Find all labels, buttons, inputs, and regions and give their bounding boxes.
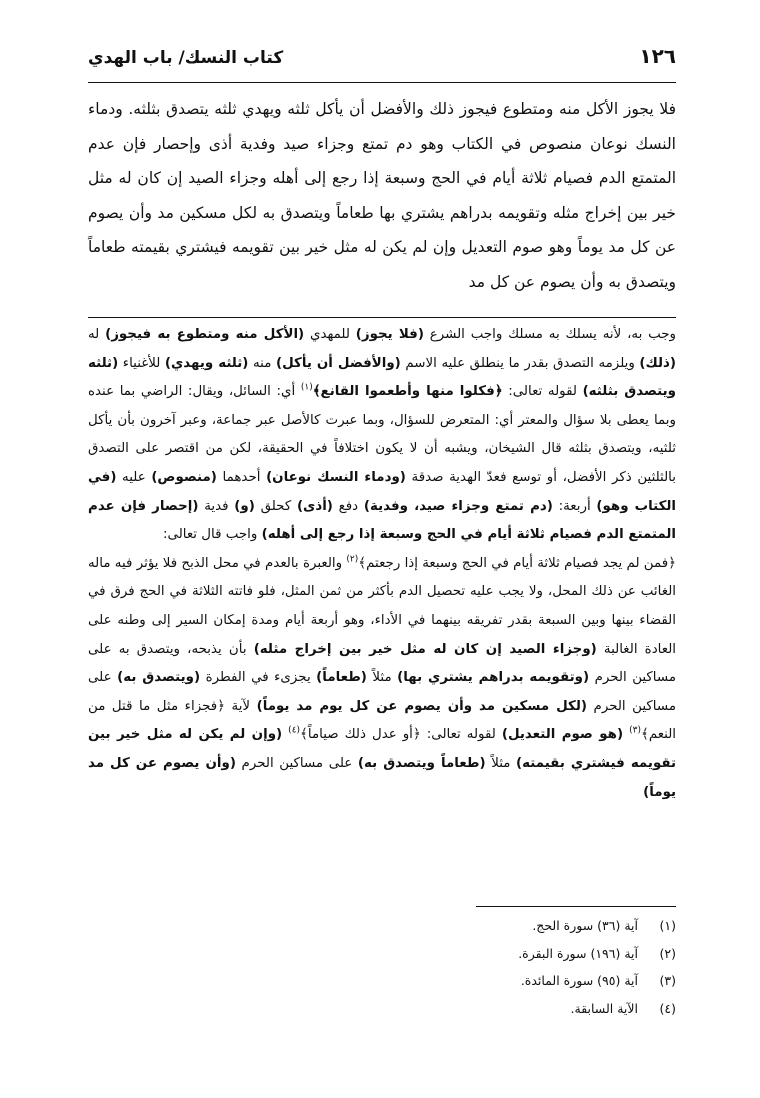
quran-quote: ﴿فكلوا منها وأطعموا القانع﴾ xyxy=(312,384,503,400)
quoted-matn: (دم تمتع وجزاء صيد، وفدية) xyxy=(363,498,553,514)
commentary-text: منه xyxy=(248,355,276,371)
running-title: كتاب النسك/ باب الهدي xyxy=(88,48,284,68)
commentary-text: بأن يذبحه، ويتصدق به على مساكين الحرم xyxy=(88,641,677,686)
quran-quote: ﴿فجزاء مثل ما قتل من النعم﴾ xyxy=(88,698,677,743)
quoted-matn: (إحصار فإن عدم المتمتع الدم فصيام ثلاثة أيام في الحج وسبعة إذا رجع إلى أهله) xyxy=(88,498,676,543)
footnote-divider xyxy=(476,906,676,907)
commentary-text: كحلق xyxy=(254,498,297,514)
commentary-text: للأغنياء xyxy=(118,355,165,371)
commentary-text: دفع xyxy=(332,498,364,514)
commentary-text: مثلاً xyxy=(485,755,517,771)
quoted-matn: (فلا يجوز) xyxy=(355,327,424,342)
commentary-text: وجب به، لأنه يسلك به مسلك واجب الشرع xyxy=(423,327,677,342)
footnote-number: (٤) xyxy=(659,1000,676,1016)
commentary-text: أحدهما xyxy=(216,469,267,485)
quran-quote: ﴿فمن لم يجد فصيام ثلاثة أيام في الحج وسبعة إذا رجعتم﴾ xyxy=(358,555,676,571)
commentary-divider xyxy=(88,317,676,318)
quoted-matn: (طعاماً) xyxy=(316,670,367,686)
commentary-text: أربعة: xyxy=(552,498,597,514)
quoted-matn: (وتقويمه بدراهم يشتري بها) xyxy=(397,670,590,686)
quoted-matn: (وأن يصوم عن كل مد يوماً) xyxy=(88,755,676,800)
quoted-matn: (في الكتاب وهو) xyxy=(88,469,677,514)
page-number: ١٢٦ xyxy=(639,44,676,68)
footnote-text: آية (١٩٦) سورة البقرة. xyxy=(518,945,638,961)
commentary-text: أي: السائل، ويقال: الراضي بما عنده وبما يعطى بلا سؤال والمعتر أي: المتعرض للسؤال، وبما عبرت كالأصل عبر جماعة، وعبر آخرون بأن يأكل ثلثيه، ويتصدق بثلثه قال الشيخان، ويشبه أن لا يكون اختلافاً في الحقيقة، لكن من اقتصر على التصدق بالثلثين ذكر الأفضل، أو توسع فعدّ الهدية صدقة xyxy=(88,384,676,485)
quoted-matn: (الأكل منه ومتطوع به فيجوز) xyxy=(105,327,305,342)
quoted-matn: (لكل مسكين مد وأن يصوم عن كل يوم مد يوماً) xyxy=(256,698,587,714)
quoted-matn: (وجزاء الصيد إن كان له مثل خير بين إخراج مثله) xyxy=(253,641,597,657)
footnote-ref: (٣) xyxy=(629,725,641,736)
header-divider xyxy=(88,82,676,83)
main-text xyxy=(88,92,676,300)
quoted-matn: (منصوص) xyxy=(151,469,217,485)
commentary-text: مثلاً xyxy=(366,670,398,686)
footnote-ref: (٤) xyxy=(288,725,301,736)
footnote-ref: (٢) xyxy=(346,554,359,565)
footnote-number: (٢) xyxy=(659,945,676,961)
commentary xyxy=(88,321,676,807)
footnote-text: آية (٩٥) سورة المائدة. xyxy=(520,973,638,988)
quoted-matn: (ثلثه ويتصدق بثلثه) xyxy=(88,355,676,400)
quoted-matn: (ذلك) xyxy=(639,355,677,371)
commentary-text: له xyxy=(88,327,106,342)
footnote-number: (٣) xyxy=(659,973,676,988)
quoted-matn: (والأفضل أن يأكل) xyxy=(275,355,401,371)
quoted-matn: (ويتصدق به) xyxy=(117,670,201,686)
quoted-matn: (و) xyxy=(234,498,255,514)
commentary-text: لآية xyxy=(224,698,257,714)
footnote-item xyxy=(88,967,676,995)
main-text-paragraph: فلا يجوز الأكل منه ومتطوع فيجوز ذلك والأفضل أن يأكل ثلثه ويهدي ثلثه يتصدق بثلثه. ودماء النسك نوعان منصوص في الكتاب وهو دم تمتع وجزاء صيد وفدية أذى وإحصار فإن عدم المتمتع الدم فصيام ثلاثة أيام في الحج وسبعة إذا رجع إلى أهله وجزاء الصيد إن كان له مثل خير بين إخراج مثله وتقويمه بدراهم يشتري بها طعاماً ويتصدق به لكل مسكين مد وأن يصوم عن كل مد يوماً وهو صوم التعديل وإن لم يكن له مثل خير بين تقويمه فيشتري بقيمته طعاماً ويتصدق به وأن يصوم عن كل مد xyxy=(88,100,676,291)
commentary-text: والعبرة بالعدم في محل الذبح فلا يؤثر فيه ماله الغائب عن ذلك المحل، ولا يجب عليه تحصيل الدم بأكثر من ثمن المثل، فلو فاتته الثلاثة في الحج فرق في القضاء بينها وبين السبعة بقدر تفريقه بينهما في الأداء، وهو أربعة أيام ومدة إمكان السير إلى وطنه على العادة الغالبة xyxy=(88,555,677,657)
commentary-paragraph-2 xyxy=(88,550,676,807)
footnote-item xyxy=(88,940,676,968)
footnote-item xyxy=(88,995,676,1023)
commentary-text: يجزىء في الفطرة xyxy=(200,670,317,686)
footnote-number: (١) xyxy=(659,918,676,933)
quoted-matn: (طعاماً ويتصدق به) xyxy=(357,755,486,771)
footnotes xyxy=(88,912,676,1022)
quoted-matn: (وإن لم يكن له مثل خير بين تقويمه فيشتري بقيمته) xyxy=(88,727,677,771)
page-header xyxy=(88,44,676,68)
commentary-text: ويلزمه التصدق بقدر ما ينطلق عليه الاسم xyxy=(400,355,640,371)
quoted-matn: (أذى) xyxy=(296,498,333,514)
footnote-item xyxy=(88,912,676,940)
commentary-text: عليه xyxy=(116,469,152,485)
commentary-text: لقوله تعالى: xyxy=(420,727,502,743)
commentary-text: لقوله تعالى: xyxy=(502,384,583,400)
quoted-matn: (هو صوم التعديل) xyxy=(501,727,624,743)
commentary-text: على مساكين الحرم xyxy=(235,755,358,771)
commentary-text: على مساكين الحرم xyxy=(88,670,676,714)
footnote-ref: (١) xyxy=(300,382,313,393)
commentary-text: واجب قال تعالى: xyxy=(163,527,262,543)
footnote-text: الآية السابقة. xyxy=(570,1000,638,1016)
quoted-matn: (ودماء النسك نوعان) xyxy=(266,469,406,485)
quran-quote: ﴿أو عدل ذلك صياماً﴾ xyxy=(300,727,421,743)
commentary-paragraph-1 xyxy=(88,321,676,550)
footnote-text: آية (٣٦) سورة الحج. xyxy=(532,918,638,933)
quoted-matn: (ثلثه ويهدي) xyxy=(164,355,249,371)
commentary-text: فدية xyxy=(198,498,235,514)
commentary-text: للمهدي xyxy=(304,327,356,342)
